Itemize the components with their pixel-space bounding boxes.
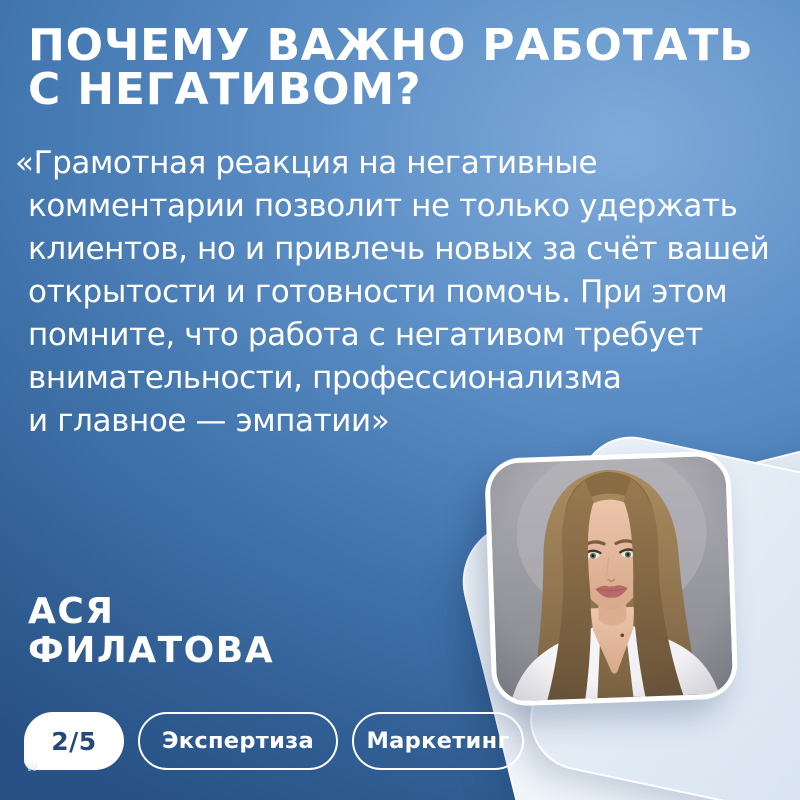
- slide-title-line-1: ПОЧЕМУ ВАЖНО РАБОТАТЬ: [28, 20, 754, 71]
- quote-text: [15, 142, 770, 443]
- watermark-logo: w: [26, 760, 40, 775]
- quote-line: и главное — эмпатии»: [28, 403, 390, 439]
- speaker-name: [28, 592, 274, 670]
- quote-line: помните, что работа с негативом требует: [28, 317, 703, 353]
- bottom-pill-row: [24, 712, 524, 770]
- slide-title: [28, 20, 754, 115]
- quote-line: открытости и готовности помочь. При этом: [28, 274, 728, 310]
- speaker-photo: [489, 456, 733, 702]
- quote-line: клиентов, но и привлечь новых за счёт вашей: [28, 231, 770, 267]
- tag-marketing: Маркетинг: [352, 712, 524, 770]
- speaker-last-name: ФИЛАТОВА: [28, 630, 275, 671]
- quote-line: «Грамотная реакция на негативные: [15, 145, 598, 181]
- tag-expertise: Экспертиза: [138, 712, 338, 770]
- quote-line: внимательности, профессионализма: [28, 360, 622, 396]
- page-counter-badge: 2/5: [24, 712, 124, 770]
- slide-title-line-2: С НЕГАТИВОМ?: [28, 64, 422, 115]
- speaker-photo-card: [484, 450, 739, 706]
- speaker-first-name: АСЯ: [28, 591, 115, 632]
- quote-line: комментарии позволит не только удержать: [28, 188, 738, 224]
